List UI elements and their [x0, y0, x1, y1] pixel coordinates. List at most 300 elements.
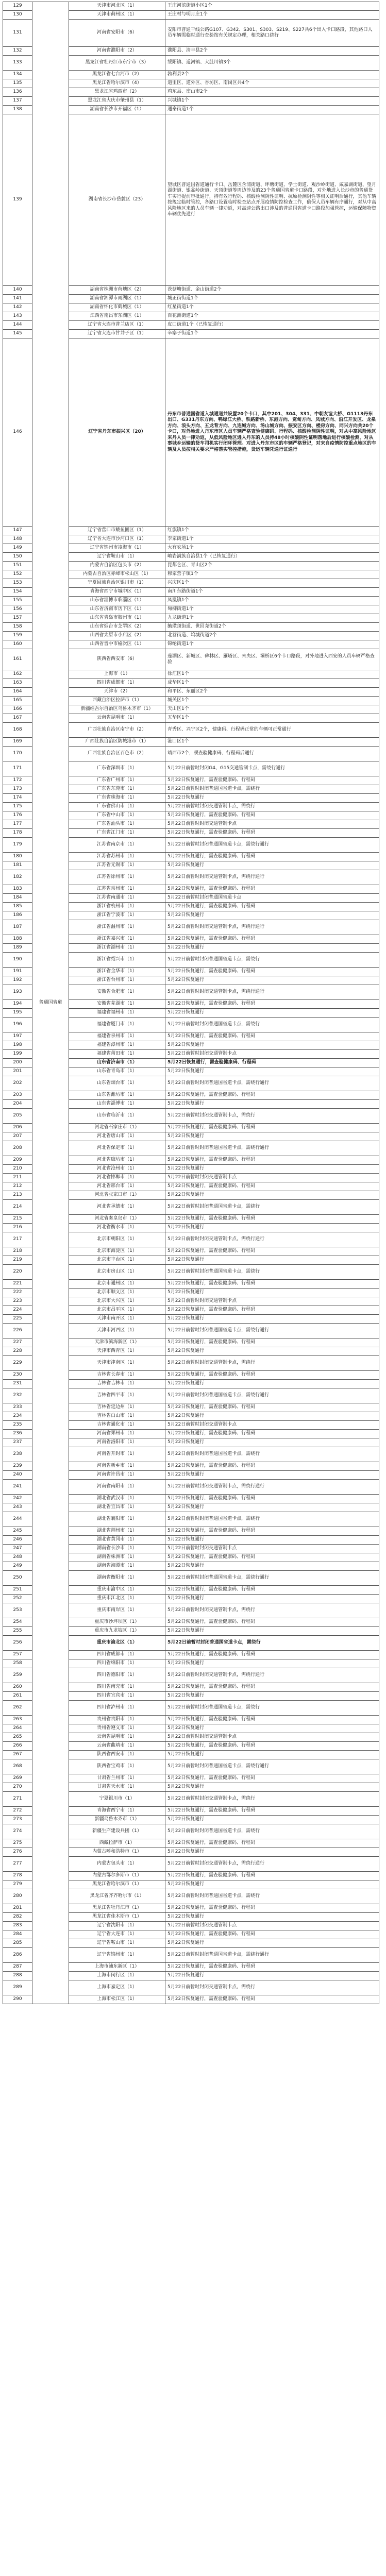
checkpoint-detail: 5月22日前暂时封闭普通国省道卡点，需绕行 [165, 1636, 379, 1651]
region-name: 辽宁省鞍山市（1） [69, 553, 165, 562]
row-number: 246 [3, 1536, 32, 1545]
region-name: 河北省保定市（1） [69, 1141, 165, 1156]
row-number: 159 [3, 632, 32, 640]
row-number: 241 [3, 1480, 32, 1495]
checkpoint-detail: 5月22日恢复通行 [165, 794, 379, 803]
checkpoint-detail: 凤凰镇1个 [165, 597, 379, 605]
checkpoint-detail: 5月22日恢复通行，需查验健康码、行程码 [165, 885, 379, 894]
checkpoint-detail: 城正街街道1个 [165, 295, 379, 303]
row-number: 136 [3, 88, 32, 97]
region-name: 重庆市渝北区（1） [69, 1636, 165, 1651]
checkpoint-detail: 5月22日前暂时封闭普通国省道卡点，需绕行通行 [165, 1388, 379, 1403]
checkpoint-detail: 5月22日恢复通行，需查验健康码、行程码 [165, 1371, 379, 1380]
region-name: 黑龙江省七台河市（2） [69, 71, 165, 79]
checkpoint-detail: 5月22日前暂时封闭交通管制卡点，需绕行通行 [165, 1480, 379, 1495]
checkpoint-detail: 5月22日前暂时封闭交通管制卡点 [165, 1421, 379, 1430]
checkpoint-detail: 李家街道1个 [165, 535, 379, 544]
checkpoint-detail: 绥阳镇、道河镇、大肚川镇3个 [165, 56, 379, 71]
checkpoint-detail: 5月22日前暂时封闭普通国省道卡点，需绕行 [165, 1512, 379, 1527]
row-number: 222 [3, 1289, 32, 1297]
checkpoint-detail: 5月22日恢复通行，需查验健康码、行程码 [165, 853, 379, 861]
row-number: 201 [3, 1067, 32, 1076]
row-number: 220 [3, 1265, 32, 1280]
checkpoint-detail: 安阳市普通干线公路G107、G342、S301、S303、S219、S227共6个出入卡口路段，其他路口人员车辆需临时通行查验按有关规定办理，相关路口绕行 [165, 20, 379, 47]
row-number: 273 [3, 1816, 32, 1824]
row-number: 149 [3, 544, 32, 553]
region-name: 北京市顺义区（1） [69, 1289, 165, 1297]
checkpoint-detail: 5月22日前暂时封闭普通国省道卡点，需绕行通行 [165, 1948, 379, 1963]
checkpoint-detail: 5月22日恢复通行，需查验健康码、行程码 [165, 1000, 379, 1009]
region-name: 福建省漳州市（1） [69, 1041, 165, 1050]
checkpoint-detail: 百花洲街道1个 [165, 312, 379, 321]
region-name: 吉林省延边州（1） [69, 1403, 165, 1412]
checkpoint-detail: 5月22日恢复通行 [165, 1751, 379, 1759]
region-name: 四川省成都市（1） [69, 679, 165, 688]
row-number: 147 [3, 527, 32, 535]
region-name: 山东省烟台市（1） [69, 1076, 165, 1091]
row-number: 191 [3, 968, 32, 976]
region-name: 内蒙古鄂尔多斯市（1） [69, 1872, 165, 1880]
region-name: 山东省淄博市临淄区（1） [69, 597, 165, 605]
checkpoint-detail: 甸柳街道1个 [165, 605, 379, 614]
checkpoint-detail: 5月22日前暂时封闭交通管制卡点，需绕行 [165, 1980, 379, 1995]
region-name: 北京市通州区（1） [69, 1280, 165, 1289]
checkpoint-detail: 5月22日恢复通行，需查验健康码、行程码 [165, 968, 379, 976]
region-name: 黑龙江省牡丹江市东宁市（3） [69, 56, 165, 71]
region-name: 山东省烟台市芝罘区（2） [69, 623, 165, 632]
checkpoint-detail: 5月22日恢复通行 [165, 1627, 379, 1636]
row-number: 143 [3, 312, 32, 321]
checkpoint-detail: 5月22日前暂时封闭普通国省道卡点，需绕行 [165, 1889, 379, 1904]
checkpoint-detail: 5月22日前暂时封闭普通国省道卡点，需绕行 [165, 1200, 379, 1215]
row-number: 193 [3, 985, 32, 1000]
region-name: 新疆生产建设兵团（1） [69, 1824, 165, 1839]
region-name: 辽宁省沈阳市（1） [69, 1922, 165, 1930]
region-name: 甘肃省兰州市（1） [69, 1774, 165, 1783]
checkpoint-detail: 北营街道、坞城街道2个 [165, 632, 379, 640]
region-name: 新疆乌鲁木齐市（1） [69, 1816, 165, 1824]
row-number: 284 [3, 1930, 32, 1939]
row-number: 171 [3, 761, 32, 776]
row-number: 231 [3, 1380, 32, 1388]
region-name: 江苏省无锡市（1） [69, 861, 165, 870]
checkpoint-detail: 5月22日恢复通行 [165, 1562, 379, 1571]
checkpoint-detail: 5月22日前暂时封闭普通国省道卡点，需绕行通行 [165, 1759, 379, 1774]
row-number: 238 [3, 1447, 32, 1462]
region-name: 陕西省西安市（6） [69, 649, 165, 670]
row-number: 129 [3, 2, 32, 11]
row-number: 259 [3, 1668, 32, 1683]
checkpoint-detail: 5月22日恢复通行，需查验健康码、行程码 [165, 1280, 379, 1289]
region-name: 吉林省白山市（1） [69, 1412, 165, 1421]
region-name: 辽宁省大连市普兰店区（1） [69, 321, 165, 330]
row-number: 161 [3, 649, 32, 670]
region-name: 内蒙古呼和浩特市（1） [69, 1848, 165, 1857]
checkpoint-detail: 通泰街道1个 [165, 106, 379, 114]
region-name: 北京市大兴区（1） [69, 1297, 165, 1306]
row-number: 274 [3, 1824, 32, 1839]
row-number: 189 [3, 944, 32, 953]
region-name: 天津市滨海新区（1） [69, 1338, 165, 1347]
region-name: 西藏拉萨市（1） [69, 1839, 165, 1848]
checkpoint-detail: 5月22日恢复通行 [165, 1438, 379, 1447]
checkpoint-detail: 靖西市2个，须查验健康码、行程码后通行 [165, 747, 379, 761]
checkpoint-detail: 成华区1个 [165, 679, 379, 688]
region-name: 河南省许昌市（1） [69, 1471, 165, 1480]
region-name: 重庆市南岸区（1） [69, 1603, 165, 1618]
region-name: 广东省汕头市（1） [69, 820, 165, 829]
checkpoint-detail: 5月22日前暂时封闭交通管制卡点，需绕行通行 [165, 1668, 379, 1683]
region-name: 广西壮族自治区南宁市（2） [69, 723, 165, 738]
region-name: 上海市松江区（1） [69, 1995, 165, 2004]
row-number: 257 [3, 1651, 32, 1659]
region-name: 广东省中山市（1） [69, 811, 165, 820]
region-name: 吉林省四平市（1） [69, 1388, 165, 1403]
region-name: 江西省南昌市东湖区（1） [69, 312, 165, 321]
row-number: 153 [3, 579, 32, 588]
region-name: 吉林省通化市（1） [69, 1421, 165, 1430]
region-name: 湖南省长沙市岳麓区（23） [69, 114, 165, 286]
row-number: 168 [3, 723, 32, 738]
checkpoint-detail: 5月22日前暂时封闭普通国省道卡点，需绕行 [165, 953, 379, 968]
checkpoint-detail: 5月22日恢复通行，需查验健康码、行程码 [165, 1807, 379, 1816]
checkpoint-detail: 5月22日前暂时封闭交通管制卡点，需绕行 [165, 1603, 379, 1618]
region-name: 黑龙江省大庆市肇州县（1） [69, 97, 165, 106]
checkpoint-detail: 5月22日恢复通行，需查验健康码、行程码 [165, 1182, 379, 1191]
region-name: 内蒙古包头市（1） [69, 1857, 165, 1872]
region-name: 江苏省徐州市（1） [69, 870, 165, 885]
row-number: 263 [3, 1716, 32, 1724]
row-number: 196 [3, 1018, 32, 1032]
checkpoint-detail: 5月22日前暂时封闭交通管制卡点，需绕行 [165, 1356, 379, 1371]
row-number: 282 [3, 1913, 32, 1922]
row-number: 172 [3, 776, 32, 785]
region-name: 山东省临沂市（1） [69, 1109, 165, 1124]
region-name: 湖北省宜昌市（1） [69, 1503, 165, 1512]
checkpoint-detail: 兴城镇1个 [165, 97, 379, 106]
region-name: 河南省濮阳市（2） [69, 47, 165, 56]
row-number: 261 [3, 1692, 32, 1701]
region-name: 广东省江门市（1） [69, 829, 165, 838]
checkpoint-detail: 九龙街道1个 [165, 614, 379, 623]
region-name: 宁夏银川市（1） [69, 1792, 165, 1807]
row-number: 245 [3, 1527, 32, 1536]
region-name: 湖南省株洲市（1） [69, 1553, 165, 1562]
row-number: 268 [3, 1759, 32, 1774]
checkpoint-detail: 5月22日恢复通行，需查验健康码、行程码 [165, 1430, 379, 1438]
checkpoint-detail: 5月22日前暂时封闭普通国省道卡点 [165, 894, 379, 903]
row-number: 260 [3, 1683, 32, 1692]
row-number: 210 [3, 1165, 32, 1174]
region-name: 辽宁省锦州市凌海市（1） [69, 544, 165, 553]
region-name: 北京市房山区（1） [69, 1265, 165, 1280]
row-number: 283 [3, 1922, 32, 1930]
checkpoint-detail: 5月22日恢复通行，需查验健康码、行程码 [165, 1586, 379, 1595]
row-number: 170 [3, 747, 32, 761]
row-number: 211 [3, 1174, 32, 1182]
row-number: 272 [3, 1807, 32, 1816]
row-number: 223 [3, 1297, 32, 1306]
checkpoint-detail: 5月22日恢复通行 [165, 1191, 379, 1200]
region-name: 云南省昆明市（1） [69, 714, 165, 723]
row-number: 225 [3, 1315, 32, 1324]
region-name: 河北省沧州市（1） [69, 1165, 165, 1174]
checkpoint-detail: 5月22日前暂时封闭普通国省道卡点，需绕行通行 [165, 1076, 379, 1091]
checkpoint-detail: 5月22日恢复通行 [165, 1972, 379, 1980]
region-name: 河北省唐山市（1） [69, 1132, 165, 1141]
checkpoint-detail: 5月22日恢复通行 [165, 976, 379, 985]
checkpoint-detail: 5月22日恢复通行 [165, 1848, 379, 1857]
checkpoint-detail: 5月22日恢复通行 [165, 944, 379, 953]
region-name: 浙江省金华市（1） [69, 968, 165, 976]
region-name: 河南省开封市（1） [69, 1447, 165, 1462]
region-name: 北京市海淀区（1） [69, 1247, 165, 1256]
checkpoint-detail: 天山区1个 [165, 705, 379, 714]
row-number: 240 [3, 1471, 32, 1480]
row-number: 197 [3, 1032, 32, 1041]
region-name: 天津市南开区（1） [69, 1315, 165, 1324]
row-number: 157 [3, 614, 32, 623]
row-number: 178 [3, 829, 32, 838]
checkpoint-detail: 5月22日恢复通行，需查验健康码、行程码 [165, 1527, 379, 1536]
checkpoint-detail: 5月22日前暂时封闭普通国省道卡点，需绕行通行 [165, 838, 379, 853]
checkpoint-detail: 5月22日恢复通行，需查验健康码、行程码 [165, 776, 379, 785]
row-number: 156 [3, 605, 32, 614]
checkpoint-detail: 5月22日前暂时封闭交通管制卡点 [165, 1922, 379, 1930]
region-name: 河北省石家庄市（1） [69, 1124, 165, 1132]
row-number: 169 [3, 738, 32, 747]
row-number: 250 [3, 1571, 32, 1586]
checkpoint-detail: 5月22日恢复通行 [165, 1939, 379, 1948]
checkpoint-detail: 5月22日恢复通行 [165, 861, 379, 870]
row-number: 285 [3, 1939, 32, 1948]
row-number: 262 [3, 1701, 32, 1716]
row-number: 180 [3, 853, 32, 861]
row-number: 248 [3, 1553, 32, 1562]
region-name: 湖南省株洲市荷塘区（2） [69, 286, 165, 295]
checkpoint-detail: 5月22日前暂时封闭交通管制卡点 [165, 1174, 379, 1182]
checkpoint-detail: 5月22日前暂时封闭交通管制卡点，需绕行通行 [165, 1232, 379, 1247]
row-number: 279 [3, 1880, 32, 1889]
row-number: 158 [3, 623, 32, 632]
row-number: 165 [3, 697, 32, 705]
region-name: 辽宁省大连市（1） [69, 1930, 165, 1939]
region-name: 天津市（2） [69, 688, 165, 697]
checkpoint-detail: 5月22日恢复通行 [165, 1692, 379, 1701]
region-name: 山东省青岛市胶州市（1） [69, 614, 165, 623]
row-number: 144 [3, 321, 32, 330]
region-name: 黑龙江省佳木斯市（1） [69, 1913, 165, 1922]
region-name: 江苏省南通市（1） [69, 894, 165, 903]
checkpoint-detail: 5月22日恢复通行 [165, 1659, 379, 1668]
row-number: 281 [3, 1904, 32, 1913]
region-name: 四川省泸州市（1） [69, 1701, 165, 1716]
region-name: 广东省广州市（1） [69, 776, 165, 785]
region-name: 安徽省芜湖市（1） [69, 1000, 165, 1009]
checkpoint-detail: 5月22日恢复通行 [165, 1224, 379, 1232]
row-number: 237 [3, 1438, 32, 1447]
region-name: 云南省昆明市（1） [69, 1733, 165, 1742]
region-name: 重庆市沙坪坝区（1） [69, 1618, 165, 1627]
region-name: 青海省西宁市（1） [69, 1807, 165, 1816]
checkpoint-detail: 5月22日前暂时封闭交通管制卡点 [165, 1297, 379, 1306]
checkpoint-detail: 5月22日恢复通行，需查验健康码、行程码 [165, 1651, 379, 1659]
region-name: 江苏省苏州市（1） [69, 853, 165, 861]
row-number: 207 [3, 1132, 32, 1141]
row-number: 275 [3, 1839, 32, 1848]
checkpoint-detail: 昆都仑区、青山区2个 [165, 562, 379, 570]
checkpoint-detail: 5月22日恢复通行，需查验健康码、行程码 [165, 1716, 379, 1724]
row-number: 212 [3, 1182, 32, 1191]
checkpoint-detail: 5月22日恢复通行 [165, 1880, 379, 1889]
checkpoint-detail: 5月22日前暂时封闭普通国省道卡点，需绕行 [165, 1701, 379, 1716]
region-name: 吉林省长春市（1） [69, 1371, 165, 1380]
region-name: 广东省东莞市（1） [69, 785, 165, 794]
row-number: 166 [3, 705, 32, 714]
checkpoint-detail: 5月22日恢复通行 [165, 1315, 379, 1324]
row-number: 244 [3, 1512, 32, 1527]
checkpoint-detail: 徐汇区1个 [165, 670, 379, 679]
checkpoint-detail: 5月22日恢复通行，需查验健康码、行程码 [165, 1156, 379, 1165]
region-name: 黑龙江省哈尔滨市（1） [69, 1880, 165, 1889]
region-name: 宁夏回族自治区银川市（1） [69, 579, 165, 588]
region-name: 四川省德阳市（1） [69, 1668, 165, 1683]
region-name: 四川省宜宾市（1） [69, 1692, 165, 1701]
row-number: 160 [3, 640, 32, 649]
region-name: 河南省安阳市（6） [69, 20, 165, 47]
row-number: 264 [3, 1724, 32, 1733]
checkpoint-detail: 皮口街道1个（已恢复通行） [165, 321, 379, 330]
region-name: 广东省深圳市（1） [69, 761, 165, 776]
checkpoint-detail: 5月22日恢复通行 [165, 1009, 379, 1018]
row-number: 190 [3, 953, 32, 968]
row-number: 177 [3, 820, 32, 829]
row-number: 224 [3, 1306, 32, 1315]
checkpoint-detail: 望城区普通国省道通行卡口、岳麓区含浦街道、坪塘街道、学士街道、观沙岭街道、咸嘉湖街道、望月湖街道、银盆岭街道、天顶街道等周边涉及的23个普通国省道卡口路段，对外地进入长沙市的普通货车实行提前审批通行，持有效行程码、核酸检测阴性证明、抗原检测阴性等相关证明后通行，其他车辆按规定临时管控，各路口设置临时检查站点开展疫情防控检查工作，确保人员车辆有序通行，对从中高风险地区来的人员车辆一律劝返，对高速公路出口涉及的普通国省道卡口路段加强管控，运输保障物资车辆优先通行 [165, 114, 379, 286]
region-name: 上海市（1） [69, 670, 165, 679]
region-name: 甘肃省天水市（1） [69, 1783, 165, 1792]
checkpoint-detail: 5月22日前暂时封闭交通管制卡点，需绕行通行 [165, 1857, 379, 1872]
region-name: 山东省淄博市（1） [69, 1100, 165, 1109]
row-number: 219 [3, 1256, 32, 1265]
region-name: 江苏省南京市（1） [69, 838, 165, 853]
region-name: 湖北省襄阳市（1） [69, 1512, 165, 1527]
row-number: 255 [3, 1627, 32, 1636]
row-number: 155 [3, 597, 32, 605]
region-name: 内蒙古自治区包头市（2） [69, 562, 165, 570]
region-name: 湖南省长沙市开福区（1） [69, 106, 165, 114]
row-number: 280 [3, 1889, 32, 1904]
checkpoint-detail: 5月22日恢复通行，需查验健康码、行程码 [165, 1495, 379, 1503]
row-number: 133 [3, 56, 32, 71]
row-number: 140 [3, 286, 32, 295]
checkpoint-detail: 5月22日恢复通行 [165, 1471, 379, 1480]
checkpoint-detail: 5月22日恢复通行，需查验健康码、行程码 [165, 829, 379, 838]
region-name: 辽宁省锦州市（1） [69, 1948, 165, 1963]
checkpoint-detail: 茨菇塘街道、金山街道2个 [165, 286, 379, 295]
checkpoint-detail: 5月22日恢复通行，需查验健康码、行程码 [165, 1059, 379, 1067]
region-name: 青海省西宁市城中区（1） [69, 588, 165, 597]
row-number: 173 [3, 785, 32, 794]
checkpoint-detail: 五华区1个 [165, 714, 379, 723]
checkpoint-detail: 青秀区、兴宁区2个，健康码、行程码正常的车辆可正常通行 [165, 723, 379, 738]
region-name: 辽宁省丹东市振兴区（20） [69, 338, 165, 527]
checkpoint-detail: 5月22日前暂时封闭普通国省道卡点，需绕行通行 [165, 1141, 379, 1156]
checkpoint-detail: 5月22日恢复通行 [165, 1503, 379, 1512]
row-number: 213 [3, 1191, 32, 1200]
row-number: 205 [3, 1109, 32, 1124]
region-name: 河南省新乡市（1） [69, 1462, 165, 1471]
row-number: 226 [3, 1324, 32, 1338]
region-name: 福建省福州市（1） [69, 1009, 165, 1018]
row-number: 135 [3, 79, 32, 88]
region-name: 江苏省常州市（1） [69, 885, 165, 894]
region-name: 河北省衡水市（1） [69, 1224, 165, 1232]
row-number: 194 [3, 1000, 32, 1009]
row-number: 164 [3, 688, 32, 697]
checkpoint-detail: 5月22日前暂时封闭交通管制卡点，需绕行 [165, 1109, 379, 1124]
region-name: 重庆市九龙坡区（1） [69, 1627, 165, 1636]
checkpoint-detail: 5月22日恢复通行，需查验健康码、行程码 [165, 1774, 379, 1783]
row-number: 184 [3, 894, 32, 903]
checkpoint-detail: 5月22日恢复通行，需查验健康码、行程码 [165, 1839, 379, 1848]
row-number: 288 [3, 1972, 32, 1980]
row-number: 138 [3, 106, 32, 114]
row-number: 252 [3, 1595, 32, 1603]
checkpoint-detail: 5月22日恢复通行，需查验健康码、行程码 [165, 1618, 379, 1627]
checkpoint-detail: 鸡东县、密山市2个 [165, 88, 379, 97]
row-number: 187 [3, 920, 32, 935]
region-name: 四川省成都市（1） [69, 1651, 165, 1659]
row-number: 195 [3, 1009, 32, 1018]
region-name: 广西壮族自治区防城港市（1） [69, 738, 165, 747]
checkpoint-detail: 5月22日恢复通行，需查验健康码、行程码 [165, 1963, 379, 1972]
row-number: 179 [3, 838, 32, 853]
row-number: 214 [3, 1200, 32, 1215]
checkpoint-detail: 5月22日前暂时封闭交通管制卡点，需绕行通行 [165, 870, 379, 885]
region-name: 上海市浦东新区（1） [69, 1963, 165, 1972]
row-number: 217 [3, 1232, 32, 1247]
row-number: 150 [3, 553, 32, 562]
checkpoint-detail: 5月22日恢复通行 [165, 1724, 379, 1733]
row-number: 286 [3, 1948, 32, 1963]
checkpoint-detail: 5月22日恢复通行 [165, 1783, 379, 1792]
row-number: 278 [3, 1872, 32, 1880]
region-name: 福建省厦门市（1） [69, 1018, 165, 1032]
checkpoint-detail: 5月22日恢复通行 [165, 1412, 379, 1421]
region-name: 湖北省武汉市（1） [69, 1495, 165, 1503]
row-number: 218 [3, 1247, 32, 1256]
checkpoint-detail: 5月22日恢复通行，需查验健康码、行程码 [165, 1930, 379, 1939]
row-number: 139 [3, 114, 32, 286]
row-number: 267 [3, 1751, 32, 1759]
region-name: 山东省济南市历下区（1） [69, 605, 165, 614]
row-number: 199 [3, 1050, 32, 1059]
region-name: 湖南省怀化市鹤城区（1） [69, 303, 165, 312]
checkpoint-detail: 5月22日恢复通行，需查验健康码、行程码 [165, 1995, 379, 2004]
row-number: 228 [3, 1347, 32, 1356]
region-name: 四川省南充市（1） [69, 1683, 165, 1692]
row-number: 233 [3, 1403, 32, 1412]
row-number: 192 [3, 976, 32, 985]
region-name: 北京市丰台区（1） [69, 1256, 165, 1265]
checkpoint-detail: 5月22日恢复通行，需查验健康码、行程码 [165, 1872, 379, 1880]
row-number: 154 [3, 588, 32, 597]
region-name: 浙江省台州市（1） [69, 976, 165, 985]
row-number: 277 [3, 1857, 32, 1872]
row-number: 148 [3, 535, 32, 544]
region-name: 浙江省温州市（1） [69, 920, 165, 935]
